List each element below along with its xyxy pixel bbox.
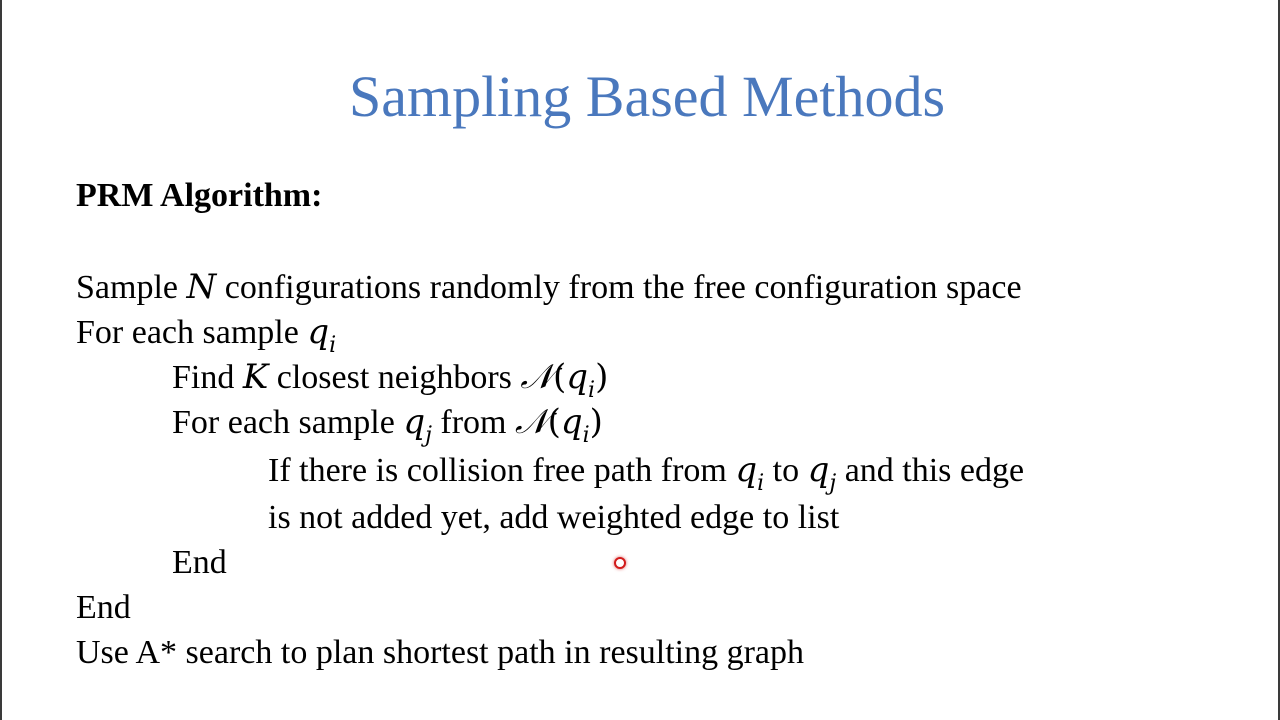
line-text: closest neighbors — [268, 359, 521, 396]
math-variable-k: K — [242, 357, 269, 397]
math-neighborhood-symbol: 𝒩 — [520, 357, 553, 397]
line-text: Find — [172, 359, 243, 396]
line-text: For each sample — [76, 314, 308, 351]
math-variable-q: q — [807, 450, 830, 490]
line-text: For each sample — [172, 404, 404, 441]
math-paren: ) — [589, 402, 603, 442]
line-text: If there is collision free path from — [268, 452, 736, 489]
algorithm-line-inner-end — [172, 541, 227, 585]
math-variable-q: q — [560, 402, 583, 442]
math-variable-q: q — [307, 312, 330, 352]
algorithm-line-for-each — [76, 310, 337, 358]
math-subscript: i — [588, 378, 596, 403]
algorithm-line-collision-check — [268, 448, 1025, 496]
algorithm-line-sample — [76, 265, 1022, 310]
line-text: to — [764, 452, 808, 489]
line-text: Sample — [76, 269, 187, 306]
algorithm-heading: PRM Algorithm: — [76, 177, 323, 214]
math-neighborhood-symbol: 𝒩 — [515, 402, 548, 442]
math-variable-q: q — [735, 450, 758, 490]
slide-title: Sampling Based Methods — [348, 64, 946, 129]
math-paren: ) — [595, 357, 609, 397]
math-variable-n: N — [186, 267, 217, 307]
algorithm-line-for-each-neighbor — [172, 400, 603, 448]
line-text: and this edge — [836, 452, 1025, 489]
algorithm-line-outer-end — [76, 586, 131, 630]
line-text: End — [172, 544, 227, 581]
laser-pointer-icon — [614, 557, 626, 569]
line-text: configurations randomly from the free configuration space — [216, 269, 1022, 306]
line-text: Use A* search to plan shortest path in resulting graph — [76, 634, 805, 671]
math-subscript: i — [757, 471, 765, 496]
math-variable-q: q — [566, 357, 589, 397]
math-paren: ( — [547, 402, 561, 442]
line-text: is not added yet, add weighted edge to list — [268, 499, 840, 536]
algorithm-line-add-edge — [268, 496, 839, 540]
math-subscript: j — [425, 423, 432, 448]
math-subscript: i — [582, 423, 590, 448]
math-variable-q: q — [403, 402, 426, 442]
algorithm-line-find-neighbors — [172, 355, 609, 403]
math-subscript: i — [329, 333, 337, 358]
line-text: End — [76, 589, 131, 626]
math-subscript: j — [829, 471, 837, 496]
line-text: from — [431, 404, 515, 441]
algorithm-line-astar — [76, 631, 804, 675]
math-paren: ( — [552, 357, 567, 397]
